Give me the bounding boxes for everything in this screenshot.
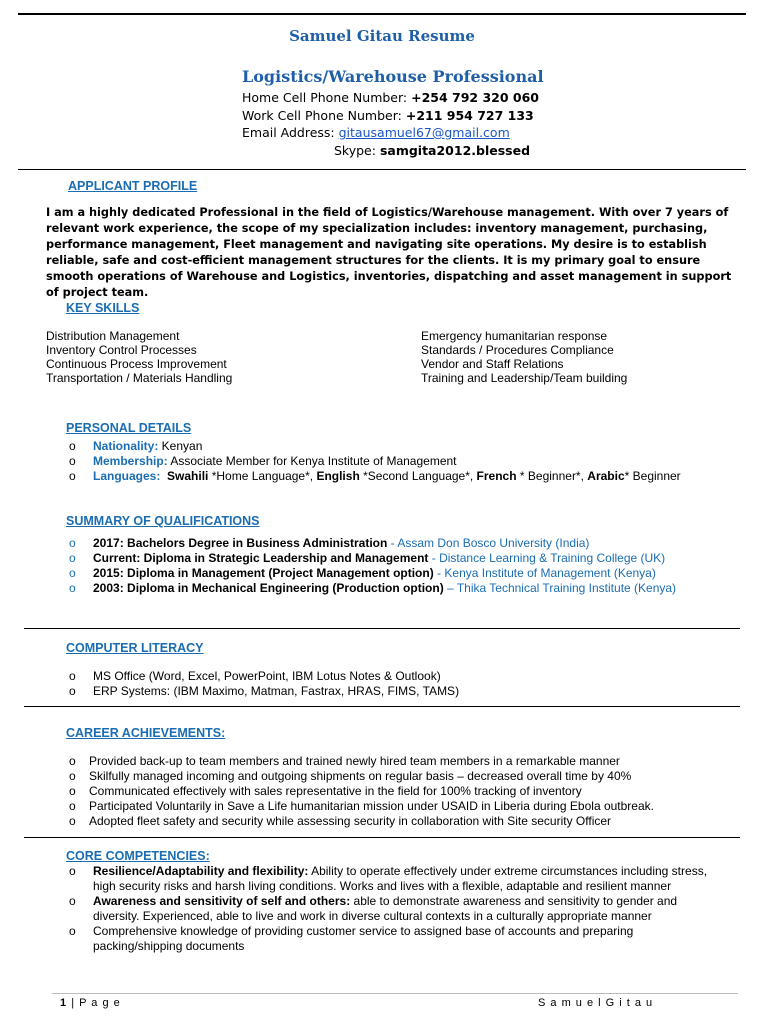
page-number-block <box>60 997 121 1009</box>
languages-label: Languages: <box>93 469 161 483</box>
nationality-value: Kenyan <box>158 439 203 453</box>
top-rule <box>18 13 746 15</box>
list-item: o Communicated effectively with sales representative in the field for 100% tracking of inventory <box>69 784 582 798</box>
skill-right-1: Emergency humanitarian response <box>421 329 608 343</box>
membership-value: Associate Member for Kenya Institute of Management <box>167 454 457 468</box>
computer-heading: COMPUTER LITERACY <box>66 641 204 655</box>
header-rule <box>18 169 746 170</box>
home-phone: +254 792 320 060 <box>411 90 540 105</box>
email-label: Email Address: <box>242 125 339 140</box>
page-number: 1 <box>60 997 67 1009</box>
page-label: | P a g e <box>71 997 121 1009</box>
qualifications-heading: SUMMARY OF QUALIFICATIONS <box>66 514 260 528</box>
list-item: o Provided back-up to team members and trained newly hired team members in a remarkable manner <box>69 754 620 768</box>
resume-title: Samuel Gitau Resume <box>289 27 475 45</box>
membership-label: Membership: <box>93 454 168 468</box>
list-item: o 2015: Diploma in Management (Project Management option) - Kenya Institute of Management (Kenya) <box>69 566 656 580</box>
section-rule <box>24 628 740 629</box>
achievements-heading: CAREER ACHIEVEMENTS: <box>66 726 226 740</box>
list-item: o Awareness and sensitivity of self and others: able to demonstrate awareness and sensitivity to gender and diversity. Experienced, able to live and work in diverse cultural contexts in a culturally appropriate manner <box>69 894 678 923</box>
home-phone-line <box>242 89 539 107</box>
list-item: o Membership: Associate Member for Kenya Institute of Management <box>69 454 457 468</box>
profile-heading: APPLICANT PROFILE <box>68 179 198 193</box>
list-item: o Participated Voluntarily in Save a Life humanitarian mission under USAID in Liberia during Ebola outbreak. <box>69 799 654 813</box>
list-item: o Skilfully managed incoming and outgoing shipments on regular basis – decreased overall time by 40% <box>69 769 632 783</box>
list-item: o Nationality: Kenyan <box>69 439 203 453</box>
list-item: o Current: Diploma in Strategic Leadership and Management - Distance Learning & Training College (UK) <box>69 551 666 565</box>
work-phone-label: Work Cell Phone Number: <box>242 108 406 123</box>
list-item: o Comprehensive knowledge of providing customer service to assigned base of accounts and preparing packing/shipping documents <box>69 924 634 953</box>
nationality-label: Nationality: <box>93 439 159 453</box>
achievements-list <box>69 754 729 829</box>
list-item: o 2003: Diploma in Mechanical Engineering (Production option) – Thika Technical Training Institute (Kenya) <box>69 581 677 595</box>
footer-author: S a m u e l G i t a u <box>538 997 654 1009</box>
skills-heading: KEY SKILLS <box>66 301 140 315</box>
skill-left-1: Distribution Management <box>46 329 180 343</box>
skill-right-4: Training and Leadership/Team building <box>421 371 628 385</box>
skype-label: Skype: <box>334 143 380 158</box>
skill-right-3: Vendor and Staff Relations <box>421 357 564 371</box>
list-item: o Resilience/Adaptability and flexibility: Ability to operate effectively under extreme circumstances including stress, high security risks and harsh living conditions. Works and lives with a flexible, adaptable and resilient manner <box>69 864 708 893</box>
computer-list <box>69 669 693 699</box>
skill-right-2: Standards / Procedures Compliance <box>421 343 614 357</box>
qualifications-list <box>69 536 723 596</box>
skill-left-3: Continuous Process Improvement <box>46 357 227 371</box>
work-phone-line <box>242 107 534 125</box>
profile-text: I am a highly dedicated Professional in the field of Logistics/Warehouse management. With over 7 years of relevant work experience, the scope of my specialization includes: inventory management, purchasing, performance management, Fleet management and navigating site operations. My desire is to establish reliable, safe and cost-efficient management structures for the clients. It is my primary goal to ensure smooth operations of Warehouse and Logistics, inventories, dispatching and asset management in support of project team. <box>46 206 732 299</box>
home-phone-label: Home Cell Phone Number: <box>242 90 412 105</box>
section-rule <box>24 706 740 707</box>
skill-left-4: Transportation / Materials Handling <box>46 371 233 385</box>
work-phone: +211 954 727 133 <box>405 108 534 123</box>
list-item: o MS Office (Word, Excel, PowerPoint, IBM Lotus Notes & Outlook) <box>69 669 441 683</box>
section-rule <box>24 837 740 838</box>
competencies-list <box>69 864 723 954</box>
list-item: o 2017: Bachelors Degree in Business Administration - Assam Don Bosco University (India) <box>69 536 590 550</box>
list-item: o ERP Systems: (IBM Maximo, Matman, Fastrax, HRAS, FIMS, TAMS) <box>69 684 460 698</box>
email-link[interactable]: gitausamuel67@gmail.com <box>338 125 510 140</box>
personal-list <box>69 439 693 484</box>
skype-line <box>334 142 530 160</box>
list-item: o Languages: Swahili *Home Language*, English *Second Language*, French * Beginner*, Arabic* Beginner <box>69 469 681 483</box>
list-item: o Adopted fleet safety and security while assessing security in collaboration with Site security Officer <box>69 814 612 828</box>
email-line <box>242 124 510 142</box>
footer-rule <box>52 993 738 994</box>
personal-heading: PERSONAL DETAILS <box>66 421 192 435</box>
competencies-heading: CORE COMPETENCIES: <box>66 849 210 863</box>
professional-title: Logistics/Warehouse Professional <box>242 67 544 86</box>
skype-id: samgita2012.blessed <box>379 143 531 158</box>
skill-left-2: Inventory Control Processes <box>46 343 197 357</box>
